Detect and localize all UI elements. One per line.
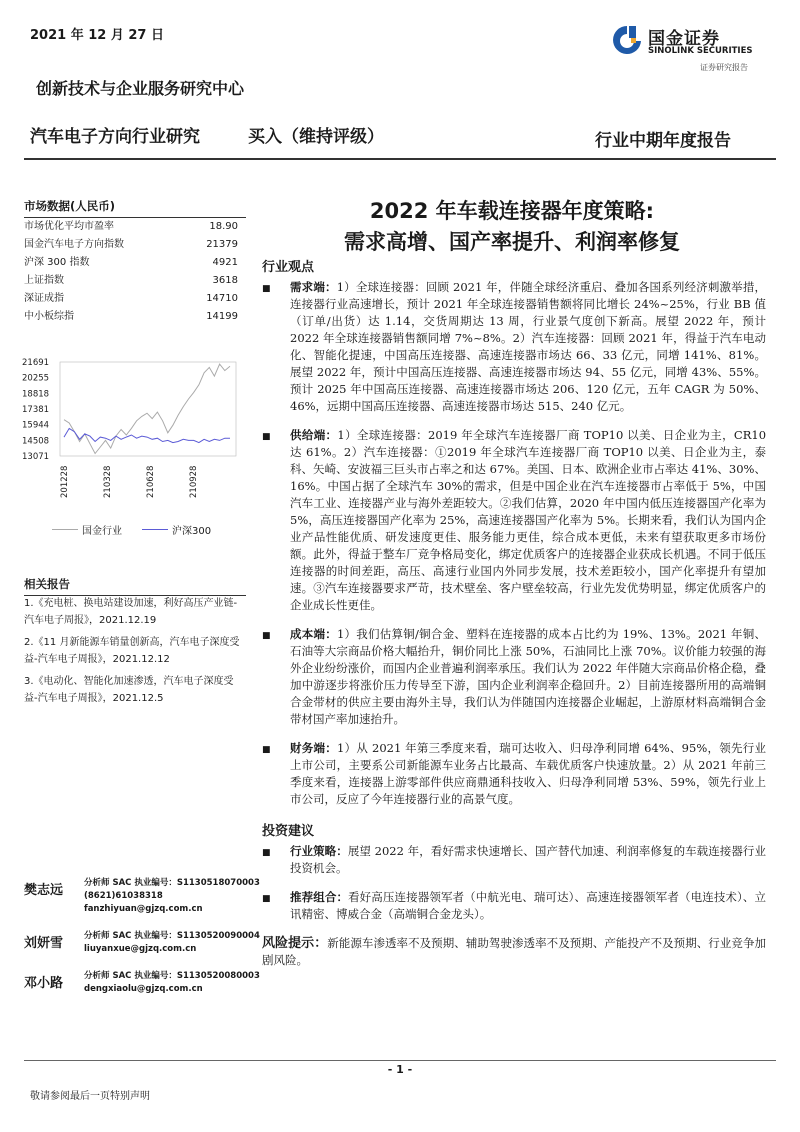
square-bullet-icon: ■: [262, 631, 271, 641]
analyst-phone: (8621)61038318: [84, 891, 163, 901]
market-value: 14710: [206, 293, 238, 304]
research-center: 创新技术与企业服务研究中心: [36, 79, 245, 98]
x-tick-label: 210928: [189, 465, 199, 498]
market-value: 18.90: [209, 221, 238, 232]
square-bullet-icon: ■: [262, 848, 271, 858]
related-report-item[interactable]: 2.《11 月新能源车销量创新高，汽车电子深度受益-汽车电子周报》，2021.12.12: [24, 637, 240, 665]
legend-label: 国金行业: [82, 526, 122, 537]
title-line-1: 2022 年车载连接器年度策略:: [369, 199, 655, 223]
market-data-title: 市场数据(人民币): [24, 198, 246, 218]
square-bullet-icon: ■: [262, 284, 271, 294]
y-tick-label: 21691: [22, 358, 50, 368]
invest-bullet-portfolio: [262, 889, 766, 923]
market-label: 市场优化平均市盈率: [24, 221, 114, 232]
bullet-label: 推荐组合：: [290, 890, 349, 904]
analyst-info: [84, 877, 260, 916]
legend-item: [52, 522, 122, 537]
bullet-text: 1）全球连接器：回顾 2021 年，伴随全球经济重启、叠加各国系列经济刺激举措，连接器行业高速增长，预计 2021 年全球连接器销售额将同比增长 24%~25%，行业 BB 值（订单/出货）达 1.14，交货周期达 13 周，行业景气度创下新高。展望 2022 年，预计 2022 年全球连接器销售额同增 7%~8%。2）汽车连接器：回顾 2021 年，得益于汽车电动化、智能化提速，中国高压连接器、高速连接器市场达 66、33 亿元，同增 141%、81%。展望 2022 年，预计中国高压连接器、高速连接器市场达 94、55 亿元，同增 43%、55%。预计 2025 年中国高压连接器、高速连接器市场达 206、120 亿元，五年 CAGR 为 50%、46%，远期中国高压连接器、高速连接器市场达 515、240 亿元。: [290, 280, 767, 413]
analyst-email[interactable]: dengxiaolu@gjzq.com.cn: [84, 984, 203, 994]
report-title: [262, 196, 762, 258]
market-value: 4921: [212, 257, 238, 268]
market-row: [24, 272, 238, 290]
market-label: 上证指数: [24, 275, 64, 286]
analyst-list: [24, 877, 264, 1010]
logo-mark-icon: [612, 24, 642, 58]
market-row: [24, 290, 238, 308]
footer-divider: [24, 1060, 776, 1061]
bullet-text: 看好高压连接器领军者（中航光电、瑞可达）、高速连接器领军者（电连技术）、立讯精密、博威合金（高端铜合金龙头）。: [290, 890, 767, 921]
header-divider: [24, 158, 776, 160]
analyst-name: 樊志远: [24, 883, 64, 898]
series-line-hs300: [64, 428, 230, 442]
industry-title: 汽车电子方向行业研究: [30, 127, 200, 147]
analyst-info: [84, 970, 260, 996]
invest-bullet-strategy: [262, 843, 766, 877]
legend-item: [142, 522, 211, 537]
market-label: 中小板综指: [24, 311, 74, 322]
x-tick-label: 210628: [146, 465, 156, 498]
analyst-sac: 分析师 SAC 执业编号：S1130520090004: [84, 931, 260, 941]
view-bullet-cost: [262, 626, 766, 728]
index-line-chart: [20, 352, 244, 500]
related-report-item[interactable]: 1.《充电桩、换电站建设加速，利好高压产业链-汽车电子周报》，2021.12.19: [24, 598, 238, 626]
market-data-table: [24, 218, 238, 326]
view-bullet-finance: [262, 740, 766, 808]
report-type: 行业中期年度报告: [595, 131, 731, 151]
y-tick-label: 20255: [22, 373, 50, 384]
market-label: 深证成指: [24, 293, 64, 304]
view-bullet-demand: [262, 279, 766, 415]
analyst-info: [84, 930, 260, 956]
sinolink-logo: [612, 22, 772, 74]
bullet-text: 1）从 2021 年第三季度来看，瑞可达收入、归母净利同增 64%、95%，领先行业上市公司，主要系公司新能源车业务占比最高、车载优质客户快速放量。2）从 2021 年前三季度来看，连接器上游零部件供应商鼎通科技收入、归母净利同增 53%、59%，领先行业上市公司，反应了今年连接器行业的高景气度。: [290, 741, 767, 806]
related-report-item[interactable]: 3.《电动化、智能化加速渗透，汽车电子深度受益-汽车电子周报》，2021.12.5: [24, 676, 234, 704]
bullet-label: 成本端：: [290, 627, 337, 641]
bullet-label: 行业策略：: [290, 844, 348, 858]
x-tick-label: 201228: [60, 465, 70, 498]
y-tick-label: 14508: [22, 436, 50, 447]
market-row: [24, 218, 238, 236]
industry-view-heading: 行业观点: [262, 260, 315, 275]
disclaimer-note: 敬请参阅最后一页特别声明: [30, 1091, 150, 1102]
analyst-card: [24, 877, 264, 916]
market-value: 21379: [206, 239, 238, 250]
analyst-email[interactable]: fanzhiyuan@gjzq.com.cn: [84, 904, 203, 914]
analyst-email[interactable]: liuyanxue@gjzq.com.cn: [84, 944, 197, 954]
risk-label: 风险提示：: [262, 936, 328, 951]
x-tick-label: 210328: [103, 465, 113, 498]
y-tick-label: 18818: [22, 389, 50, 400]
y-tick-label: 15944: [22, 420, 50, 431]
market-value: 3618: [212, 275, 238, 286]
market-label: 国金汽车电子方向指数: [24, 239, 124, 250]
risk-text: 新能源车渗透率不及预期、辅助驾驶渗透率不及预期、产能投产不及预期、行业竞争加剧风险。: [262, 936, 766, 967]
legend-swatch-industry: [52, 529, 78, 530]
market-value: 14199: [206, 311, 238, 322]
chart-legend: [52, 522, 252, 537]
title-line-2: 需求高增、国产率提升、利润率修复: [344, 230, 680, 254]
page-number: - 1 -: [387, 1063, 413, 1076]
logo-subtitle: 证券研究报告: [700, 63, 748, 72]
investment-advice-heading: 投资建议: [262, 824, 315, 839]
market-row: [24, 308, 238, 326]
square-bullet-icon: ■: [262, 745, 271, 755]
view-bullet-supply: [262, 427, 766, 614]
logo-en-text: SINOLINK SECURITIES: [648, 46, 753, 56]
report-date: 2021 年 12 月 27 日: [30, 28, 164, 43]
risk-warning: [262, 935, 766, 969]
market-row: [24, 254, 238, 272]
market-label: 沪深 300 指数: [24, 257, 90, 268]
bullet-text: 1）全球连接器：2019 年全球汽车连接器厂商 TOP10 以美、日企业为主，CR10 达 61%。2）汽车连接器：①2019 年全球汽车连接器厂商 TOP10 以美、日企业为主，泰科、矢崎、安波福三巨头市占率之和达 67%。美国、日本、欧洲企业市占率达 41%、30%、16%。中国占据了全球汽车 30%的需求，但是中国企业在汽车连接器市占率低于 5%，中国汽车工业、连接器产业与海外差距较大。②我们估算，2020 年中国内低压连接器国产化率为 5%，高压连接器国产化率为 25%，高速连接器国产化率为 5%。长期来看，我们认为国内企业产品性能优质、研发速度更佳、服务能力更佳，综合成本更低，未来有望获取更多市场份额。此外，得益于整车厂竞争格局变化，绑定优质客户的连接器企业获成长机遇。不同于低压连接器的时间差距，高压、高速行业国内外同步发展，技术差距较小，国产化率提升有望加速。③汽车连接器要求严苛，技术壁垒、客户壁垒较高，行业先发优势明显，绑定优质客户的企业成长性更佳。: [290, 428, 767, 612]
related-reports-list: [24, 595, 246, 712]
bullet-text: 展望 2022 年，看好需求快速增长、国产替代加速、利润率修复的车载连接器行业投资机会。: [290, 844, 766, 875]
analyst-sac: 分析师 SAC 执业编号：S1130520080003: [84, 971, 260, 981]
rating-label: 买入（维持评级）: [248, 127, 384, 147]
y-tick-label: 17381: [22, 405, 50, 415]
legend-label: 沪深300: [172, 526, 212, 537]
analyst-sac: 分析师 SAC 执业编号：S1130518070003: [84, 878, 260, 888]
analyst-name: 邓小路: [24, 976, 64, 991]
logo-cn-text: 国金证券: [648, 29, 720, 49]
market-row: [24, 236, 238, 254]
bullet-label: 需求端：: [290, 280, 337, 294]
bullet-label: 供给端：: [290, 428, 338, 442]
related-reports-title: 相关报告: [24, 576, 246, 596]
bullet-text: 1）我们估算铜/铜合金、塑料在连接器的成本占比约为 19%、13%。2021 年铜、石油等大宗商品价格大幅抬升，铜价同比上涨 50%，石油同比上涨 70%。议价能力较强的海外企业纷纷涨价，而国内企业普遍利润率承压。我们认为 2022 年伴随大宗商品价格企稳，叠加中游逐步将涨价压力传导至下游，国内企业利润率企稳回升。2）目前连接器所用的高端铜合金带材的供应主要由海外主导，我们认为伴随国内连接器企业崛起，上游原材料高端铜合金带材国产率加速抬升。: [290, 627, 766, 726]
y-tick-label: 13071: [22, 452, 50, 462]
analyst-card: [24, 930, 264, 956]
report-body: [262, 256, 766, 969]
square-bullet-icon: ■: [262, 894, 271, 904]
legend-swatch-hs300: [142, 529, 168, 530]
square-bullet-icon: ■: [262, 432, 271, 442]
bullet-label: 财务端：: [290, 741, 338, 755]
analyst-card: [24, 970, 264, 996]
analyst-name: 刘妍雪: [24, 936, 64, 951]
